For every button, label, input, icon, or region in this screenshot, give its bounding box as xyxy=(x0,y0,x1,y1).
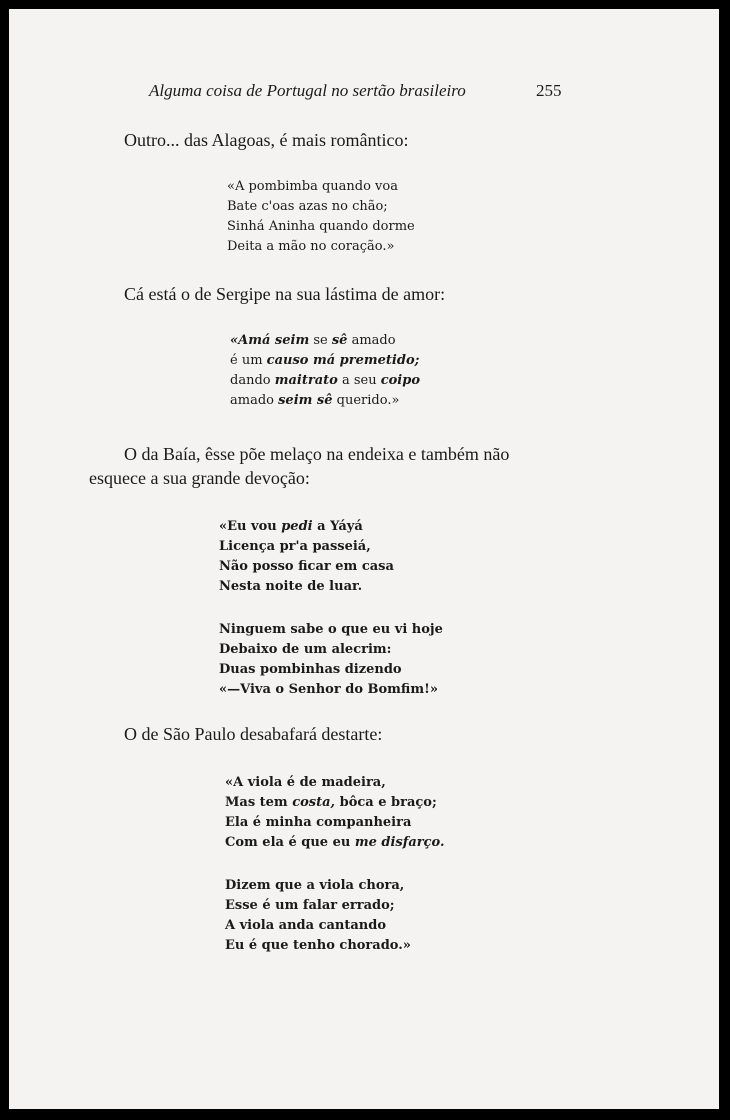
poem-line xyxy=(230,391,420,411)
poem-stanza xyxy=(225,773,445,853)
paragraph-baia-intro-line2: esquece a sua grande devoção: xyxy=(89,468,310,488)
poem-line: A viola anda cantando xyxy=(225,918,387,933)
poem-line: Debaixo de um alecrim: xyxy=(219,642,392,657)
dialect-word: costa, xyxy=(292,795,336,810)
poem-line: Ela é minha companheira xyxy=(225,815,412,830)
page-number: 255 xyxy=(536,81,562,100)
poem-line: Bate c'oas azas no chão; xyxy=(227,199,388,214)
poem-line: Deita a mão no coração.» xyxy=(227,239,395,254)
dialect-word: maitrato xyxy=(274,373,338,388)
paragraph-alagoas-intro: Outro... das Alagoas, é mais romântico: xyxy=(124,130,409,150)
poem-text: é um xyxy=(230,353,267,368)
poem-line: Não posso ficar em casa xyxy=(219,559,394,574)
poem-line: Eu é que tenho chorado.» xyxy=(225,938,411,953)
poem-text: dando xyxy=(230,373,275,388)
poem-text: Mas tem xyxy=(225,795,293,810)
poem-text: «Eu vou xyxy=(219,519,282,534)
dialect-word: coipo xyxy=(380,373,420,388)
poem-text: bôca e braço; xyxy=(335,795,437,810)
dialect-word: causo má premetido; xyxy=(266,353,420,368)
poem-text: querido.» xyxy=(332,393,400,408)
poem-line: «A viola é de madeira, xyxy=(225,775,386,790)
poem-line: Dizem que a viola chora, xyxy=(225,878,405,893)
dialect-word: «Amá seim xyxy=(230,333,310,348)
poem-text: amado xyxy=(347,333,396,348)
poem-text: Com ela é que eu xyxy=(225,835,355,850)
poem-stanza xyxy=(225,876,445,956)
paragraph-sao-paulo-intro: O de São Paulo desabafará destarte: xyxy=(124,724,383,744)
poem-text: a seu xyxy=(337,373,381,388)
poem-line: Ninguem sabe o que eu vi hoje xyxy=(219,622,443,637)
paragraph-baia-intro-line1: O da Baía, êsse põe melaço na endeixa e também não xyxy=(124,444,510,464)
poem-text: a Yáyá xyxy=(312,519,363,534)
poem-line: «A pombimba quando voa xyxy=(227,179,398,194)
poem-line: Esse é um falar errado; xyxy=(225,898,395,913)
poem-alagoas xyxy=(227,177,415,257)
dialect-word: seim sê xyxy=(278,393,333,408)
poem-line: «—Viva o Senhor do Bomfim!» xyxy=(219,682,438,697)
dialect-word: me disfarço. xyxy=(354,835,445,850)
poem-stanza xyxy=(219,517,443,597)
poem-line xyxy=(230,331,420,351)
poem-line xyxy=(225,833,445,853)
poem-line xyxy=(230,371,420,391)
paragraph-sergipe-intro: Cá está o de Sergipe na sua lástima de amor: xyxy=(124,284,446,304)
poem-text: amado xyxy=(230,393,279,408)
poem-sao-paulo xyxy=(225,773,445,956)
poem-stanza xyxy=(219,620,443,700)
poem-line: Licença pr'a passeiá, xyxy=(219,539,371,554)
page-header xyxy=(9,81,719,105)
poem-text: se xyxy=(309,333,332,348)
poem-line: Nesta noite de luar. xyxy=(219,579,363,594)
poem-line: Sinhá Aninha quando dorme xyxy=(227,219,415,234)
poem-line xyxy=(230,351,420,371)
dialect-word: pedi xyxy=(281,519,313,534)
dialect-word: sê xyxy=(331,333,348,348)
poem-line xyxy=(225,793,445,813)
poem-sergipe xyxy=(230,331,420,411)
poem-baia xyxy=(219,517,443,700)
book-page xyxy=(9,9,719,1109)
running-title: Alguma coisa de Portugal no sertão brasileiro xyxy=(149,81,466,100)
poem-line: Duas pombinhas dizendo xyxy=(219,662,402,677)
poem-line xyxy=(219,517,443,537)
